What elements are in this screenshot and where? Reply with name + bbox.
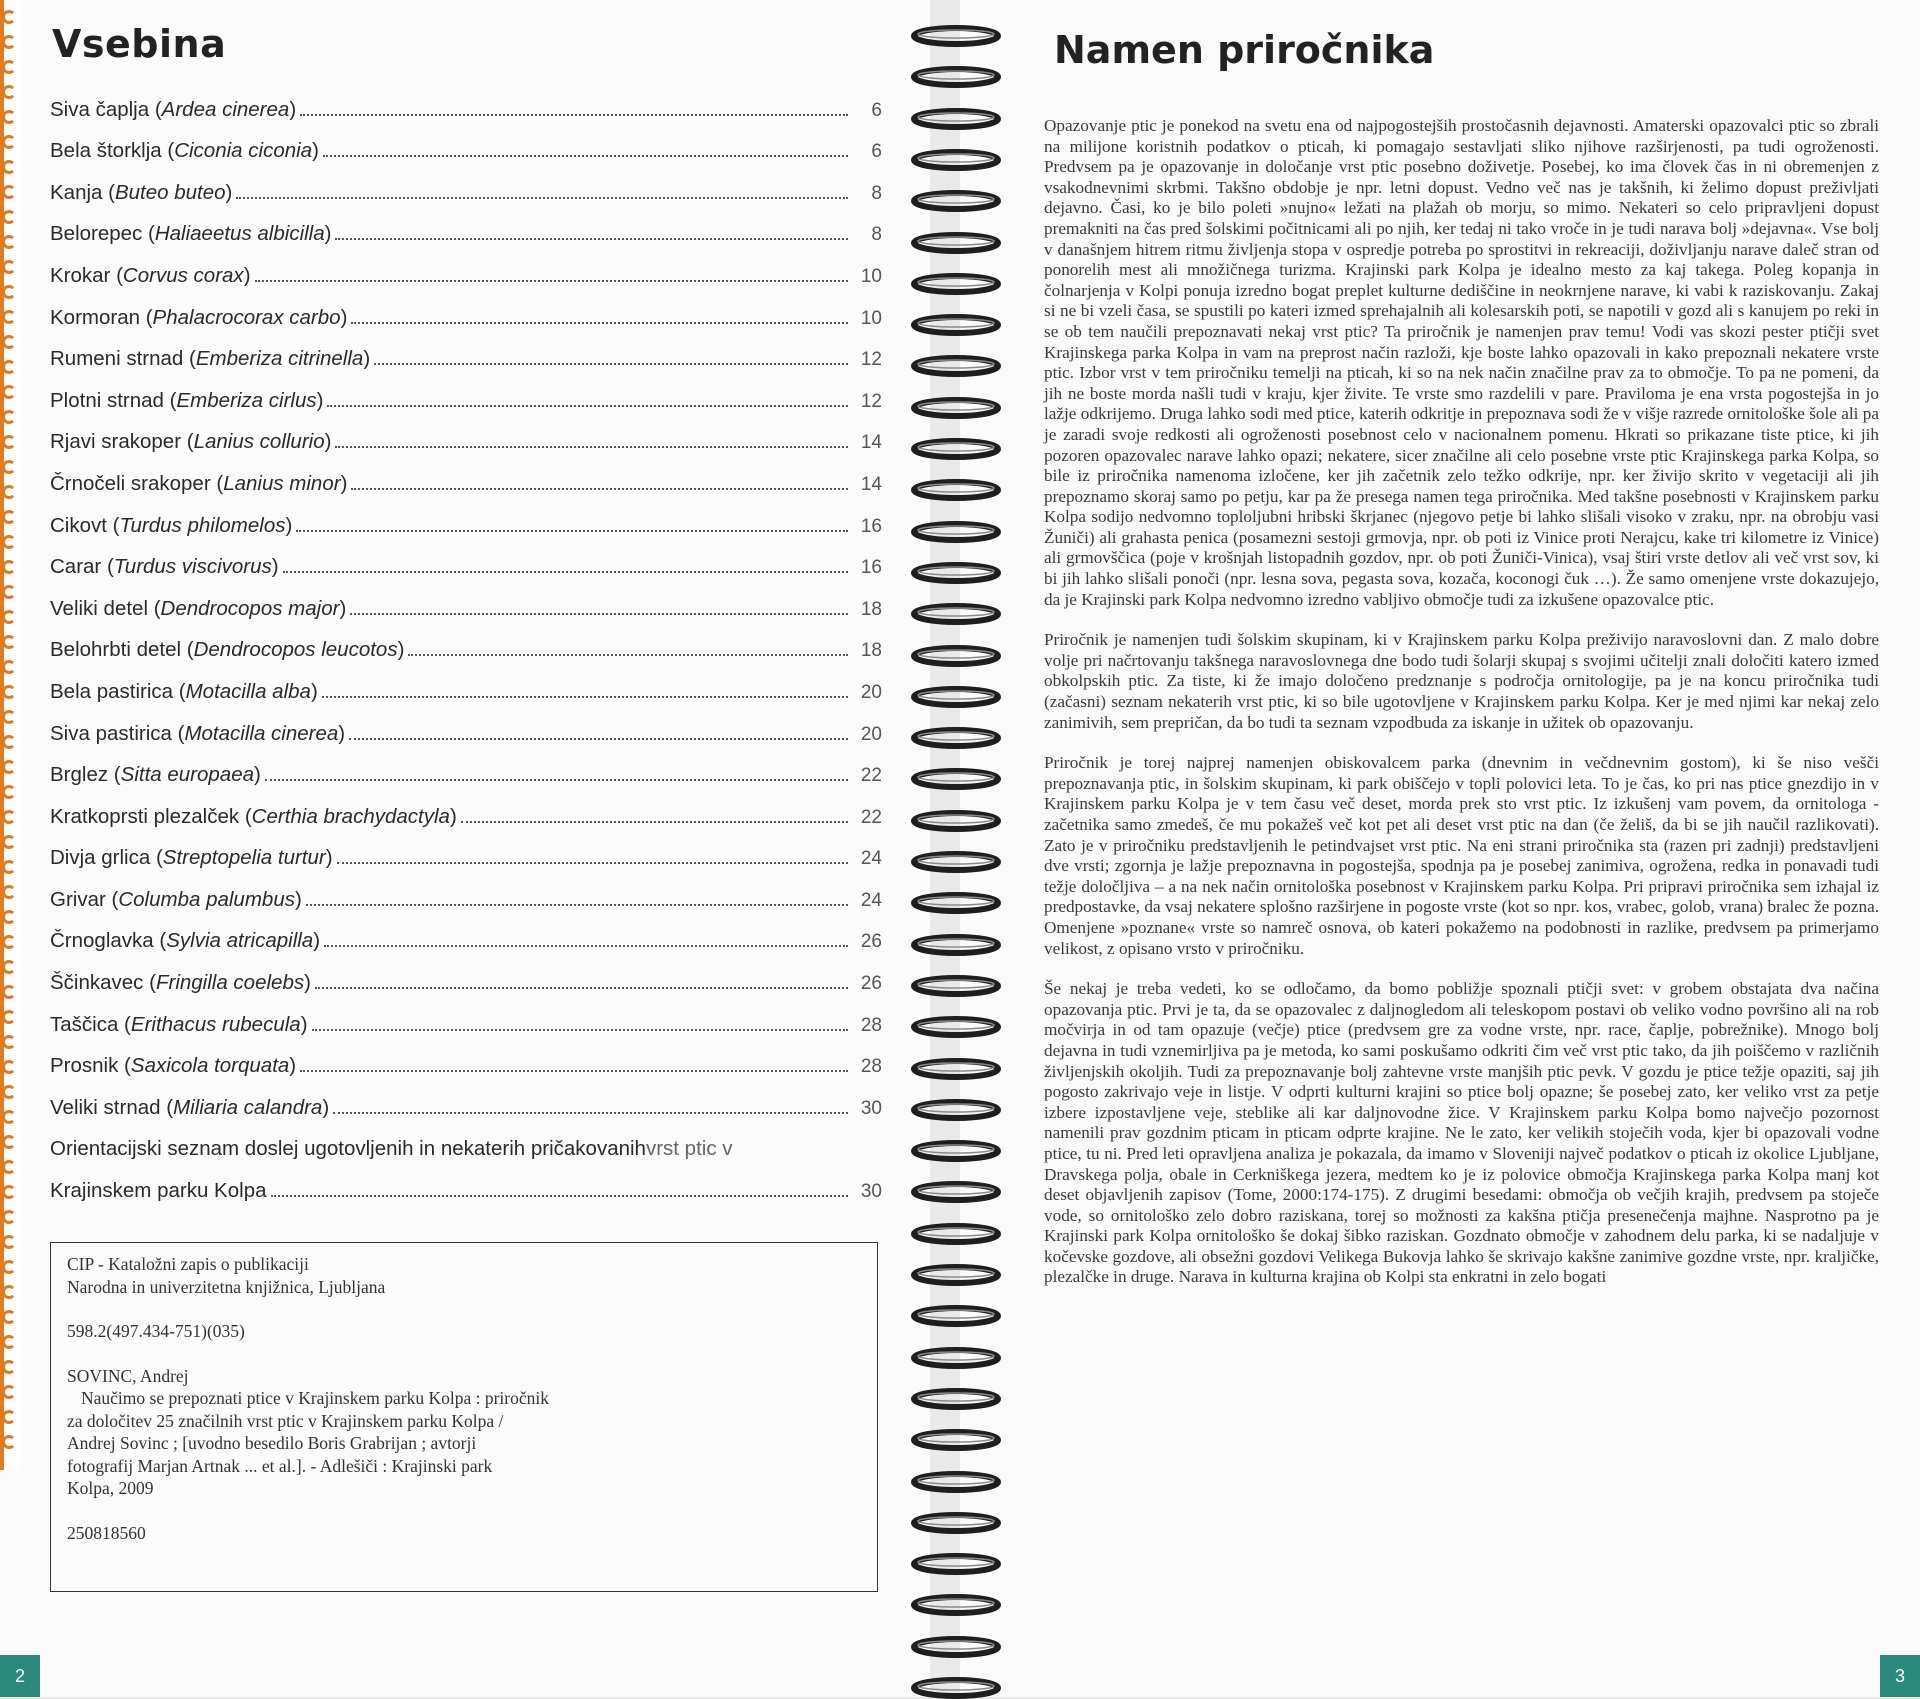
orange-loop-ornament: [2, 1410, 16, 1424]
toc-latin-name: Sylvia atricapilla: [166, 929, 314, 953]
toc-item: [50, 80, 882, 122]
orange-loop-ornament: [2, 1260, 16, 1274]
orange-loop-ornament: [2, 1235, 16, 1249]
spiral-coil: [910, 1388, 1002, 1410]
dot-leader: [327, 404, 848, 407]
spiral-coil: [910, 934, 1002, 956]
toc-list: [50, 80, 882, 1203]
orange-loop-ornament: [2, 810, 16, 824]
toc-item: [50, 413, 882, 455]
spiral-coil: [910, 1223, 1002, 1245]
toc-page-number: 26: [860, 973, 882, 995]
toc-item: [50, 704, 882, 746]
orange-loop-ornament: [2, 860, 16, 874]
page-title: Namen priročnika: [1054, 28, 1435, 72]
toc-entry-label: Cikovt (Turdus philomelos): [50, 513, 293, 537]
toc-species-name: Bela pastirica: [50, 679, 174, 703]
toc-item: [50, 829, 882, 871]
toc-item: [50, 246, 882, 288]
spiral-coil: [910, 686, 1002, 708]
dot-leader: [306, 903, 848, 906]
spiral-coil: [910, 1181, 1002, 1203]
orange-loop-ornament: [2, 760, 16, 774]
toc-entry-label: Veliki strnad (Miliaria calandra): [50, 1095, 330, 1119]
toc-page-number: 10: [860, 265, 882, 287]
orange-loop-ornament: [2, 35, 16, 49]
toc-item: [50, 953, 882, 995]
spiral-coil: [910, 851, 1002, 873]
toc-entry-label: Črnočeli srakoper (Lanius minor): [50, 471, 348, 495]
toc-latin-name: Emberiza cirlus: [176, 388, 317, 412]
page-number-right: 3: [1880, 1655, 1920, 1697]
spiral-coil: [910, 521, 1002, 543]
toc-entry-label: Kanja (Buteo buteo): [50, 180, 233, 204]
toc-entry-label: Plotni strnad (Emberiza cirlus): [50, 388, 324, 412]
dot-leader: [236, 196, 848, 199]
dot-leader: [271, 1194, 849, 1197]
cip-line: za določitev 25 značilnih vrst ptic v Krajinskem parku Kolpa /: [67, 1410, 504, 1431]
toc-entry-label: Rumeni strnad (Emberiza citrinella): [50, 347, 371, 371]
orange-decorative-border: [0, 0, 20, 1470]
orange-loop-ornament: [2, 1085, 16, 1099]
toc-page-number: 28: [860, 1056, 882, 1078]
orange-loop-ornament: [2, 260, 16, 274]
toc-item: [50, 995, 882, 1037]
spiral-coil: [910, 810, 1002, 832]
toc-species-name: Siva čaplja: [50, 97, 150, 121]
toc-entry-label: Krokar (Corvus corax): [50, 263, 251, 287]
toc-page-number: 18: [860, 598, 882, 620]
orange-loop-ornament: [2, 1385, 16, 1399]
toc-latin-name: Ardea cinerea: [161, 97, 290, 121]
toc-latin-name: Lanius collurio: [193, 430, 325, 454]
dot-leader: [337, 861, 848, 864]
spiral-coil: [910, 1553, 1002, 1575]
toc-species-name: Rjavi srakoper: [50, 430, 182, 454]
toc-latin-name: Ciconia ciconia: [174, 139, 313, 163]
orange-loop-ornament: [2, 1360, 16, 1374]
orange-loop-ornament: [2, 485, 16, 499]
toc-page-number: 30: [860, 1097, 882, 1119]
cip-line: CIP - Kataložni zapis o publikaciji: [67, 1254, 309, 1274]
toc-latin-name: Turdus viscivorus: [113, 555, 272, 579]
toc-title: Vsebina: [52, 22, 227, 66]
toc-entry-label: Siva čaplja (Ardea cinerea): [50, 97, 297, 121]
orange-loop-ornament: [2, 1060, 16, 1074]
toc-species-name: Krokar: [50, 263, 111, 287]
toc-species-name: Divja grlica: [50, 846, 151, 870]
dot-leader: [351, 487, 848, 490]
dot-leader: [315, 986, 848, 989]
dot-leader: [408, 653, 848, 656]
toc-entry-label-faded: vrst ptic v: [645, 1137, 733, 1161]
orange-loop-ornament: [2, 385, 16, 399]
toc-page-number: 8: [871, 182, 882, 204]
toc-page-number: 6: [871, 141, 882, 163]
orange-loop-ornament: [2, 435, 16, 449]
orange-loop-ornament: [2, 135, 16, 149]
toc-latin-name: Saxicola torquata: [130, 1054, 290, 1078]
toc-species-name: Črnočeli srakoper: [50, 471, 211, 495]
orange-loop-ornament: [2, 335, 16, 349]
spiral-coil: [910, 1099, 1002, 1121]
toc-latin-name: Dendrocopos major: [160, 596, 340, 620]
dot-leader: [265, 778, 848, 781]
spiral-coil: [910, 397, 1002, 419]
orange-loop-ornament: [2, 1335, 16, 1349]
body-text: [1044, 116, 1879, 1308]
dot-leader: [374, 362, 848, 365]
toc-page-number: 20: [860, 723, 882, 745]
toc-page-number: 30: [860, 1181, 882, 1203]
left-page: [0, 0, 930, 1697]
toc-page-number: 26: [860, 931, 882, 953]
orange-loop-ornament: [2, 1310, 16, 1324]
toc-species-name: Belohrbti detel: [50, 638, 182, 662]
toc-latin-name: Turdus philomelos: [119, 513, 286, 537]
dot-leader: [335, 237, 848, 240]
toc-latin-name: Buteo buteo: [114, 180, 226, 204]
orange-loop-ornament: [2, 1185, 16, 1199]
toc-entry-label: Črnoglavka (Sylvia atricapilla): [50, 929, 321, 953]
toc-species-name: Bela štorklja: [50, 139, 162, 163]
toc-species-name: Carar: [50, 555, 102, 579]
orange-loop-ornament: [2, 360, 16, 374]
toc-item: [50, 746, 882, 788]
orange-loop-ornament: [2, 560, 16, 574]
cip-line: fotografij Marjan Artnak ... et al.]. - Adlešiči : Krajinski park: [67, 1455, 493, 1476]
toc-species-name: Kormoran: [50, 305, 141, 329]
dot-leader: [312, 1028, 848, 1031]
spiral-coil: [910, 768, 1002, 790]
right-page: [960, 0, 1920, 1697]
toc-item: [50, 662, 882, 704]
toc-item: [50, 621, 882, 663]
spiral-coil: [910, 438, 1002, 460]
toc-latin-name: Streptopelia turtur: [162, 846, 326, 870]
dot-leader: [300, 1069, 848, 1072]
toc-item-checklist: [50, 1120, 882, 1203]
toc-item: [50, 1037, 882, 1079]
toc-item: [50, 330, 882, 372]
toc-page-number: 16: [860, 515, 882, 537]
orange-loop-ornament: [2, 160, 16, 174]
toc-latin-name: Miliaria calandra: [173, 1095, 323, 1119]
toc-item: [50, 496, 882, 538]
toc-item: [50, 912, 882, 954]
toc-item: [50, 787, 882, 829]
toc-item: [50, 538, 882, 580]
orange-loop-ornament: [2, 235, 16, 249]
orange-loop-ornament: [2, 210, 16, 224]
toc-species-name: Prosnik: [50, 1054, 119, 1078]
dot-leader: [324, 944, 848, 947]
orange-loop-ornament: [2, 885, 16, 899]
orange-loop-ornament: [2, 660, 16, 674]
spiral-coil: [910, 479, 1002, 501]
toc-item: [50, 205, 882, 247]
orange-loop-ornament: [2, 785, 16, 799]
toc-latin-name: Haliaeetus albicilla: [154, 222, 325, 246]
toc-page-number: 12: [860, 390, 882, 412]
spiral-coil: [910, 1016, 1002, 1038]
toc-entry-label: Divja grlica (Streptopelia turtur): [50, 846, 333, 870]
toc-item: [50, 163, 882, 205]
toc-latin-name: Fringilla coelebs: [155, 971, 305, 995]
orange-loop-ornament: [2, 60, 16, 74]
spiral-coil: [910, 355, 1002, 377]
orange-loop-ornament: [2, 85, 16, 99]
toc-entry-label: Krajinskem parku Kolpa: [50, 1179, 267, 1203]
toc-entry-label: Bela štorklja (Ciconia ciconia): [50, 139, 319, 163]
toc-page-number: 14: [860, 473, 882, 495]
toc-species-name: Taščica: [50, 1012, 119, 1036]
spiral-coil: [910, 1429, 1002, 1451]
toc-entry-label: Grivar (Columba palumbus): [50, 887, 302, 911]
orange-loop-ornament: [2, 610, 16, 624]
orange-loop-ornament: [2, 1160, 16, 1174]
orange-loop-ornament: [2, 1110, 16, 1124]
toc-page-number: 16: [860, 557, 882, 579]
toc-entry-label: Carar (Turdus viscivorus): [50, 555, 279, 579]
cip-line: Naučimo se prepoznati ptice v Krajinskem parku Kolpa : priročnik: [81, 1388, 549, 1408]
orange-loop-ornament: [2, 510, 16, 524]
toc-latin-name: Emberiza citrinella: [195, 347, 364, 371]
cip-line: Narodna in univerzitetna knjižnica, Ljubljana: [67, 1276, 386, 1297]
spiral-coil: [910, 232, 1002, 254]
spiral-coil: [910, 645, 1002, 667]
toc-entry-label: Kratkoprsti plezalček (Certhia brachydactyla): [50, 804, 457, 828]
orange-loop-ornament: [2, 985, 16, 999]
dot-leader: [333, 1111, 848, 1114]
spiral-coil: [910, 975, 1002, 997]
page-number-left: 2: [0, 1655, 40, 1697]
dot-leader: [323, 154, 848, 157]
spiral-coil: [910, 1347, 1002, 1369]
spiral-coil: [910, 727, 1002, 749]
orange-loop-ornament: [2, 285, 16, 299]
toc-latin-name: Motacilla cinerea: [184, 721, 339, 745]
toc-species-name: Brglez: [50, 763, 109, 787]
toc-item: [50, 371, 882, 413]
orange-loop-ornament: [2, 460, 16, 474]
toc-species-name: Belorepec: [50, 222, 143, 246]
dot-leader: [283, 570, 848, 573]
spiral-coil: [910, 66, 1002, 88]
orange-loop-ornament: [2, 410, 16, 424]
toc-latin-name: Corvus corax: [122, 263, 244, 287]
orange-loop-ornament: [2, 1135, 16, 1149]
toc-latin-name: Erithacus rubecula: [130, 1012, 301, 1036]
toc-latin-name: Columba palumbus: [118, 887, 295, 911]
dot-leader: [349, 737, 848, 740]
toc-entry-label: Prosnik (Saxicola torquata): [50, 1054, 297, 1078]
orange-loop-ornament: [2, 10, 16, 24]
toc-item: [50, 870, 882, 912]
toc-latin-name: Phalacrocorax carbo: [152, 305, 341, 329]
orange-loop-ornament: [2, 110, 16, 124]
orange-loop-ornament: [2, 835, 16, 849]
cip-classification: 598.2(497.434-751)(035): [67, 1321, 245, 1341]
toc-latin-name: Dendrocopos leucotos: [193, 638, 398, 662]
toc-species-name: Rumeni strnad: [50, 347, 184, 371]
toc-species-name: Siva pastirica: [50, 721, 172, 745]
spiral-coil: [910, 1305, 1002, 1327]
orange-loop-ornament: [2, 1435, 16, 1449]
paragraph: Priročnik je namenjen tudi šolskim skupinam, ki v Krajinskem parku Kolpa preživijo naravoslovni dan. Z malo dobre volje pri načrtovanju takšnega naravoslovnega dne bodo tudi šolarji skupaj s svojimi učitelji znali določiti katero izmed obkolpskih ptic. Za tiste, ki že imajo določeno predznanje s področja ornitologije, pa je na koncu priročnika tudi (začasni) seznam nekaterih vrst ptic, ki so bile ugotovljene v Krajinskem parku Kolpa. Ker je med njimi kar nekaj zelo zanimivih, sem prepričan, da bo tudi ta seznam vzpodbuda za iskanje in užitek ob opazovanju.: [1044, 630, 1879, 732]
spiral-coil: [910, 190, 1002, 212]
spiral-coil: [910, 1636, 1002, 1658]
toc-entry-label: Rjavi srakoper (Lanius collurio): [50, 430, 332, 454]
toc-entry-label: Taščica (Erithacus rubecula): [50, 1012, 308, 1036]
orange-loop-ornament: [2, 1010, 16, 1024]
dot-leader: [350, 612, 848, 615]
dot-leader: [300, 113, 848, 116]
dot-leader: [322, 695, 848, 698]
orange-loop-ornament: [2, 310, 16, 324]
toc-latin-name: Certhia brachydactyla: [251, 804, 450, 828]
toc-page-number: 8: [871, 224, 882, 246]
toc-item: [50, 579, 882, 621]
toc-page-number: 24: [860, 889, 882, 911]
spiral-coil: [910, 1471, 1002, 1493]
toc-entry-label: Belohrbti detel (Dendrocopos leucotos): [50, 638, 405, 662]
toc-item: [50, 454, 882, 496]
toc-page-number: 22: [860, 765, 882, 787]
toc-species-name: Veliki strnad: [50, 1095, 161, 1119]
spiral-binding: [900, 0, 1010, 1697]
dot-leader: [255, 279, 848, 282]
toc-species-name: Cikovt: [50, 513, 107, 537]
orange-loop-ornament: [2, 910, 16, 924]
toc-page-number: 6: [871, 99, 882, 121]
spiral-coil: [910, 1264, 1002, 1286]
orange-loop-ornament: [2, 635, 16, 649]
dot-leader: [351, 321, 848, 324]
orange-loop-ornament: [2, 185, 16, 199]
spiral-coil: [910, 1512, 1002, 1534]
spiral-coil: [910, 314, 1002, 336]
paragraph: Priročnik je torej najprej namenjen obiskovalcem parka (dnevnim in večdnevnim gostom), ki še niso vešči prepoznavanja ptic, in šolskim skupinam, ki park obiščejo v topli polovici leta. To je čas, ko pri nas ptice gnezdijo in v Krajinskem parku Kolpa je v tem času več deset, morda prek sto vrst ptic. Iz izkušenj vam povem, da ornitologa - začetnika samo zmedeš, če mu pokažeš več kot pet ali deset vrst ptic na dan (če želiš, da bi se jih naučil razlikovati). Zato je v priročniku predstavljenih le petindvajset vrst ptic. Na eni strani priročnika sta (razen pri zadnji) predstavljeni dve vrsti; zgornja je lažje prepoznavna in pogostejša, spodnja pa je posebej zanimiva, ogrožena, redka in ponavadi tudi težje določljiva – a na nek način ornitološka posebnost v Krajinskem parku Kolpa. Pri pripravi priročnika sem izhajal iz predpostavke, da vsaj nekatere splošno razširjene in pogoste vrste (kot so npr. kos, vrabec, golob, vrana) bralec že pozna. Omenjene »poznane« vrste so namreč osnova, ob kateri pokažemo na podobnosti in razlike, predvsem pa primerjamo velikost, z opisano vrsto v priročniku.: [1044, 753, 1879, 958]
toc-item: [50, 1078, 882, 1120]
toc-page-number: 14: [860, 432, 882, 454]
toc-latin-name: Lanius minor: [223, 471, 341, 495]
toc-item: [50, 288, 882, 330]
spiral-coil: [910, 149, 1002, 171]
dot-leader: [335, 445, 848, 448]
toc-entry-label: Veliki detel (Dendrocopos major): [50, 596, 347, 620]
toc-entry-label: Siva pastirica (Motacilla cinerea): [50, 721, 346, 745]
toc-species-name: Črnoglavka: [50, 929, 154, 953]
paragraph: Opazovanje ptic je ponekod na svetu ena od najpogostejših prostočasnih dejavnosti. Amaterski opazovalci ptic so zbrali na milijone koristnih podatkov o pticah, ki pomagajo sestavljati sliko njihove razširjenosti, pa tudi ogroženosti. Predvsem pa je opazovanje in določanje vrst ptic posebno doživetje. Posebej, ko ima človek čas in ni obremenjen z vsakodnevnimi skrbmi. Takšno obdobje je npr. letni dopust. Vedno več nas je takšnih, ki želimo dopust preživljati dejavno. Časi, ko je bilo poleti »nujno« ležati na plažah ob morju, so mimo. Nekateri so celo pripravljeni dopust premakniti na čas pred šolskimi počitnicami ali po njih, ker tedaj ni tako vroče in je tudi narava bolj »dejavna«. Vse bolj v današnjem hitrem ritmu življenja stopa v ospredje potreba po sprostitvi in rekreaciji, doživljanju narave daleč stran od ponorelih mest ali množičnega turizma. Krajinski park Kolpa je idealno mesto za kaj takega. Poleg kopanja in čolnarjenja v Kolpi ponuja izredno bogat preplet kulturne dediščine in neokrnjene narave, ki vabi k raziskovanju. Zakaj si ne bi vzeli časa, se spustili po kateri izmed sprehajalnih ali kolesarskih poti, se napotili v gozd ali s kanujem po reki in se ob tem naučili prepoznavati nekaj vrst ptic? Ta priročnik je namenjen prav temu! Vodi vas skozi pester ptičji svet Krajinskega parka Kolpa in vam na preprost način razloži, kje boste lahko opazovali in kako prepoznali nekatere vrste ptic. Izbor vrst v tem priročniku temelji na pticah, ki so na nek način značilne prav za to območje. To pa ne pomeni, da jih ne boste morda našli tudi v kraju, kjer živite. Te vrste smo razdelili v pare. Praviloma je ena vrsta pogostejša in jo lažje odkrijemo. Druga lahko sodi med ptice, katerih odkritje in prepoznava sodi že v višje razrede ornitološke šole ali pa je zaradi svoje redkosti ali ogroženosti posebnost celo v nacionalnem pomenu. Hkrati so prikazane tiste ptice, ki jih pozoren opazovalec narave lahko opazi; nekatere, sicer značilne ali celo posebne vrste ptic Krajinskega parka Kolpa, so bile iz priročnika namenoma izločene, ker jih začetnik zelo težko odkrije, npr. ker živijo skrito v vegetaciji ali jih prepoznamo skoraj samo po petju, kar pa že presega namen tega priročnika. Med takšne posebnosti v Krajinskem parku Kolpa sodijo nedvomno toploljubni hribski škrjanec (njegovo petje bi lahko slišali visoko v zraku, npr. na obrobju vasi Žuniči) ali grahasta penica (posamezni sestoji grmovja, npr. ob poti iz Vinice proti Nerajcu, kake tri kilometre iz Vinice) ali grmovščica (poje v krošnjah listopadnih gozdov, npr. ob poti Žuniči-Vinica), vsaj štiri vrste detlov ali več vrst sov, ki bi jih lahko slišali ponoči (npr. lesna sova, pegasta sova, kozača, koconogi čuk …). Že samo omenjene vrste dokazujejo, da je Krajinski park Kolpa nedvomno izredno vabljivo območje tudi za izkušene opazovalce ptic.: [1044, 116, 1879, 609]
toc-entry-label: Orientacijski seznam doslej ugotovljenih in nekaterih pričakovanih: [50, 1137, 646, 1161]
spiral-coil: [910, 1058, 1002, 1080]
toc-page-number: 10: [860, 307, 882, 329]
toc-species-name: Plotni strnad: [50, 388, 164, 412]
toc-species-name: Veliki detel: [50, 596, 149, 620]
toc-species-name: Kanja: [50, 180, 103, 204]
toc-species-name: Grivar: [50, 887, 106, 911]
cip-record-box: [50, 1242, 878, 1592]
toc-entry-label: Ščinkavec (Fringilla coelebs): [50, 971, 311, 995]
dot-leader: [461, 820, 848, 823]
spiral-coil: [910, 1594, 1002, 1616]
toc-page-number: 20: [860, 681, 882, 703]
orange-loop-ornament: [2, 710, 16, 724]
toc-page-number: 24: [860, 848, 882, 870]
toc-entry-label: Kormoran (Phalacrocorax carbo): [50, 305, 348, 329]
cip-author: SOVINC, Andrej: [67, 1365, 189, 1386]
toc-latin-name: Motacilla alba: [185, 679, 311, 703]
spiral-coil: [910, 108, 1002, 130]
toc-entry-label: Bela pastirica (Motacilla alba): [50, 679, 318, 703]
toc-page-number: 28: [860, 1014, 882, 1036]
toc-page-number: 22: [860, 806, 882, 828]
orange-loop-ornament: [2, 535, 16, 549]
cip-line: Kolpa, 2009: [67, 1478, 154, 1498]
toc-species-name: Kratkoprsti plezalček: [50, 804, 240, 828]
spiral-coil: [910, 273, 1002, 295]
spiral-coil: [910, 603, 1002, 625]
cip-line: Andrej Sovinc ; [uvodno besedilo Boris Grabrijan ; avtorji: [67, 1433, 477, 1453]
toc-species-name: Ščinkavec: [50, 971, 144, 995]
toc-page-number: 18: [860, 640, 882, 662]
toc-page-number: 12: [860, 349, 882, 371]
spiral-coil: [910, 25, 1002, 47]
orange-loop-ornament: [2, 1035, 16, 1049]
paragraph: Še nekaj je treba vedeti, ko se odločamo, da bomo pobližje spoznali ptičji svet: v grobem obstajata dva načina opazovanja ptic. Prvi je ta, da se opazovalec z daljnogledom ali teleskopom postavi ob veliko vodno površino ali na rob močvirja in od tam opazuje (večje) ptice (predvsem gre za vodne vrste, npr. race, čaplje, pobrežnike). Mnogo bolj dejavna in tudi vznemirljiva pa je metoda, ko sami poskušamo odkriti čim več vrst ptic tako, da jih poiščemo v različnih življenjskih okoljih. Tudi za prepoznavanje bolj zahtevne vrste manjših ptic pevk. V gozdu je ptice težje opaziti, saj jih pogosto zakrivajo veje in listje. V odprti kulturni krajini so ptice bolj opazne; še posebej zato, ker veliko vrst za petje izbere izpostavljene veje, steblike ali kar daljnovodne žice. V Krajinskem parku Kolpa bomo največjo pozornost namenili prav gozdnim pticam in pticam odprte krajine. Ne le zato, ker velikih stoječih voda, kjer bi opazovali vodne ptice, tu ni. Pred leti opravljena analiza je pokazala, da imamo v Sloveniji največ podatkov o pticah iz okolice Ljubljane, Dravskega polja, obale in Cerkniškega jezera, medtem ko je iz polovice območja Krajinskega parka Kolpa manj kot deset objavljenih zapisov (Tome, 2000:174-175). Z drugimi besedami: območja ob večjih krajih, predvsem pa stoječe vode, so ornitološko zelo dobro raziskana, torej so možnosti za kakšna ptičja presenečenja majhne. Nasprotno pa je Krajinski park Kolpa ornitološko še dokaj šibko raziskan. Gozdnato območje v zahodnem delu parka, ki se nadaljuje v kočevske gozdove, ali obsežni gozdovi Velikega Bukovja lahko še skrivajo kakšne zanimive gozdne vrste, npr. kraljičke, plezalčke in druge. Narava in kulturna krajina ob Kolpi sta enkratni in zelo bogati: [1044, 979, 1879, 1287]
spiral-coil: [910, 892, 1002, 914]
spiral-coil: [910, 562, 1002, 584]
spiral-coil: [910, 1677, 1002, 1699]
spiral-coil: [910, 1140, 1002, 1162]
toc-entry-label: Belorepec (Haliaeetus albicilla): [50, 222, 332, 246]
orange-loop-ornament: [2, 935, 16, 949]
orange-loop-ornament: [2, 960, 16, 974]
toc-entry-label: Brglez (Sitta europaea): [50, 763, 261, 787]
orange-loop-ornament: [2, 685, 16, 699]
cip-id: 250818560: [67, 1522, 146, 1543]
toc-latin-name: Sitta europaea: [120, 763, 254, 787]
orange-loop-ornament: [2, 1210, 16, 1224]
dot-leader: [296, 529, 848, 532]
orange-loop-ornament: [2, 1285, 16, 1299]
orange-loop-ornament: [2, 735, 16, 749]
orange-loop-ornament: [2, 585, 16, 599]
toc-item: [50, 122, 882, 164]
